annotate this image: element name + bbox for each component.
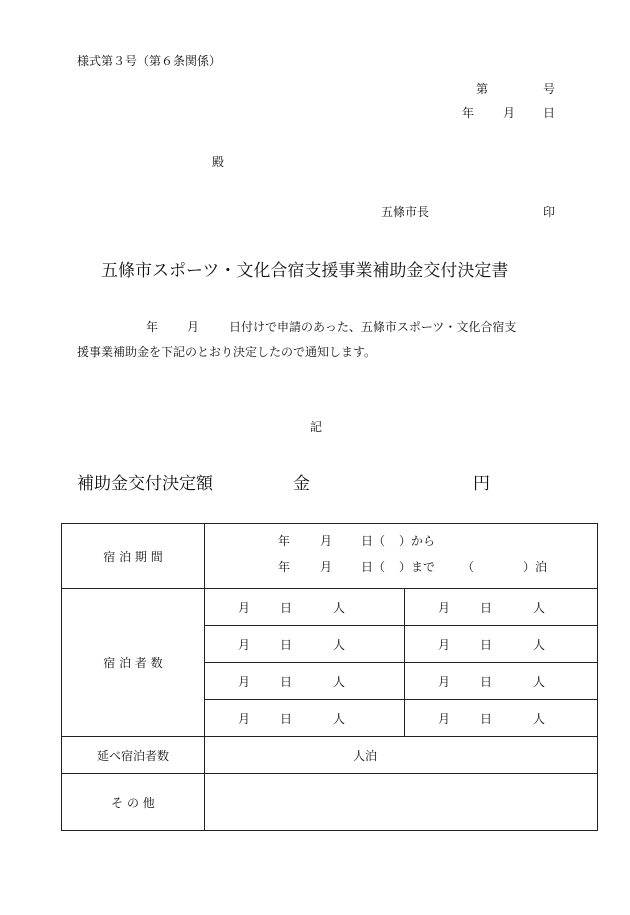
guests-person: 人 xyxy=(333,712,346,726)
document-title: 五條市スポーツ・文化合宿支援事業補助金交付決定書 xyxy=(101,261,509,281)
guests-cell xyxy=(205,626,405,663)
period-values xyxy=(205,524,598,589)
guests-day: 日 xyxy=(280,712,293,726)
period-nights-open: （ xyxy=(462,560,475,574)
date-month: 月 xyxy=(503,106,516,120)
guests-month: 月 xyxy=(238,675,251,689)
amount-label: 補助金交付決定額 xyxy=(77,474,213,494)
guests-person: 人 xyxy=(533,638,546,652)
period-label: 宿 泊 期 間 xyxy=(62,524,205,589)
period-from-close: ）から xyxy=(399,534,436,548)
period-to-close: ）まで xyxy=(399,560,436,574)
guests-cell xyxy=(405,626,598,663)
guests-label: 宿 泊 者 数 xyxy=(62,589,205,737)
body-year: 年 xyxy=(146,320,159,334)
period-from-day: 日（ xyxy=(361,534,386,548)
guests-month: 月 xyxy=(438,675,451,689)
guests-day: 日 xyxy=(480,601,493,615)
doc-no-go: 号 xyxy=(543,82,556,96)
date-year: 年 xyxy=(462,106,475,120)
period-row xyxy=(62,524,598,589)
issuer-seal: 印 xyxy=(543,205,556,219)
guests-month: 月 xyxy=(438,601,451,615)
guests-person: 人 xyxy=(333,601,346,615)
guests-cell xyxy=(205,663,405,700)
guests-cell xyxy=(205,589,405,626)
date-day: 日 xyxy=(543,106,556,120)
amount-yen: 円 xyxy=(473,474,490,494)
total-label: 延べ宿泊者数 xyxy=(62,737,205,774)
guests-month: 月 xyxy=(238,601,251,615)
period-to-month: 月 xyxy=(320,560,333,574)
period-from-year: 年 xyxy=(278,534,291,548)
guests-person: 人 xyxy=(333,675,346,689)
body-line2: 援事業補助金を下記のとおり決定したので通知します。 xyxy=(77,345,377,359)
guests-month: 月 xyxy=(238,712,251,726)
guests-cell xyxy=(405,663,598,700)
guests-day: 日 xyxy=(280,601,293,615)
guests-day: 日 xyxy=(480,675,493,689)
period-from-month: 月 xyxy=(320,534,333,548)
ki-heading: 記 xyxy=(310,420,323,434)
guests-day: 日 xyxy=(280,675,293,689)
guests-month: 月 xyxy=(438,712,451,726)
guests-person: 人 xyxy=(533,675,546,689)
form-number: 様式第３号（第６条関係） xyxy=(77,54,222,68)
body-month: 月 xyxy=(187,320,200,334)
grant-table xyxy=(61,523,598,831)
issuer-title: 五條市長 xyxy=(381,205,430,219)
guests-day: 日 xyxy=(480,638,493,652)
period-to-year: 年 xyxy=(278,560,291,574)
other-value xyxy=(205,774,598,831)
guests-month: 月 xyxy=(238,638,251,652)
body-line1: 日付けで申請のあった、五條市スポーツ・文化合宿支 xyxy=(229,320,517,334)
guests-person: 人 xyxy=(333,638,346,652)
guests-cell xyxy=(205,700,405,737)
guests-day: 日 xyxy=(480,712,493,726)
period-to-day: 日（ xyxy=(361,560,386,574)
total-row xyxy=(62,737,598,774)
addressee-suffix: 殿 xyxy=(212,155,225,169)
guests-person: 人 xyxy=(533,601,546,615)
amount-kin: 金 xyxy=(293,474,310,494)
guests-cell xyxy=(405,700,598,737)
total-unit: 人泊 xyxy=(353,749,378,763)
guests-month: 月 xyxy=(438,638,451,652)
other-row xyxy=(62,774,598,831)
guests-person: 人 xyxy=(533,712,546,726)
total-value xyxy=(205,737,598,774)
other-label: そ の 他 xyxy=(62,774,205,831)
period-nights: ）泊 xyxy=(523,560,548,574)
doc-no-dai: 第 xyxy=(476,82,489,96)
guests-row xyxy=(62,589,598,626)
guests-day: 日 xyxy=(280,638,293,652)
guests-cell xyxy=(405,589,598,626)
